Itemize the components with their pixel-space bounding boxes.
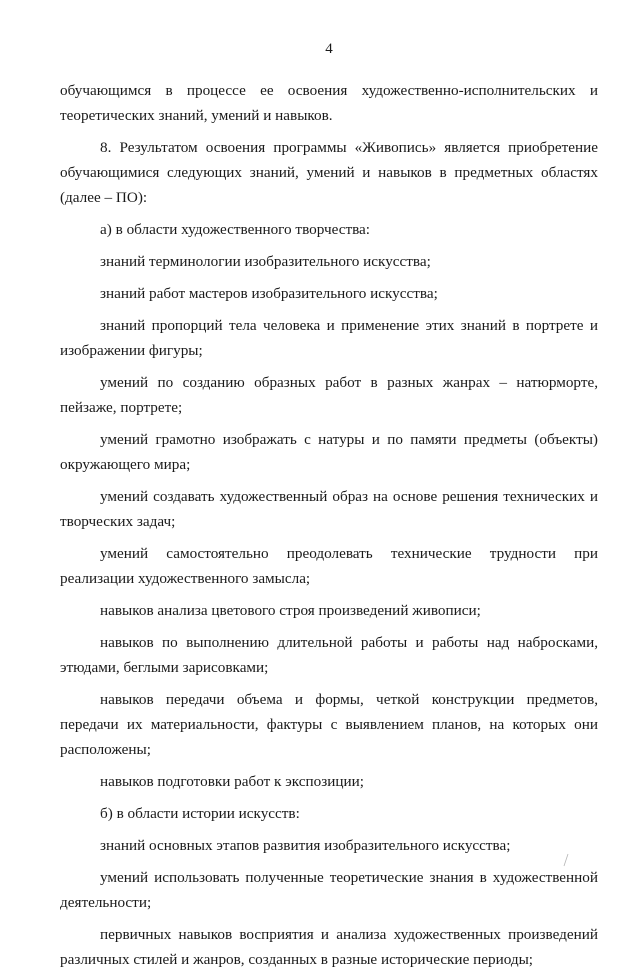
list-item: умений по созданию образных работ в разных жанрах – натюрморте, пейзаже, портрете; <box>60 374 598 416</box>
page-number: 4 <box>325 41 333 57</box>
list-item: навыков анализа цветового строя произведений живописи; <box>100 602 481 619</box>
list-item: умений самостоятельно преодолевать технические трудности при реализации художественного замысла; <box>60 545 598 587</box>
scan-mark-icon <box>562 853 570 867</box>
list-item: знаний основных этапов развития изобразительного искусства; <box>100 837 511 854</box>
list-item: умений грамотно изображать с натуры и по памяти предметы (объекты) окружающего мира; <box>60 431 598 473</box>
list-item: первичных навыков восприятия и анализа художественных произведений различных стилей и жанров, созданных в разные исторические периоды; <box>60 926 598 968</box>
paragraph-item-8: 8. Результатом освоения программы «Живопись» является приобретение обучающимися следующих знаний, умений и навыков в предметных областях (далее – ПО): <box>60 139 598 206</box>
list-item: навыков по выполнению длительной работы и работы над набросками, этюдами, беглыми зарисовками; <box>60 634 598 676</box>
section-heading-b: б) в области истории искусств: <box>100 805 300 822</box>
list-item: навыков подготовки работ к экспозиции; <box>100 773 364 790</box>
list-item: умений создавать художественный образ на основе решения технических и творческих задач; <box>60 488 598 530</box>
list-item: знаний пропорций тела человека и применение этих знаний в портрете и изображении фигуры; <box>60 317 598 359</box>
list-item: умений использовать полученные теоретические знания в художественной деятельности; <box>60 869 598 911</box>
list-item: навыков передачи объема и формы, четкой конструкции предметов, передачи их материальности, фактуры с выявлением планов, на которых они расположены; <box>60 691 598 758</box>
paragraph-continuation: обучающимся в процессе ее освоения художественно-исполнительских и теоретических знаний, умений и навыков. <box>60 82 598 124</box>
list-item: знаний работ мастеров изобразительного искусства; <box>100 285 438 302</box>
list-item: знаний терминологии изобразительного искусства; <box>100 253 431 270</box>
section-heading-a: а) в области художественного творчества: <box>100 221 371 238</box>
scan-mark <box>562 853 570 867</box>
